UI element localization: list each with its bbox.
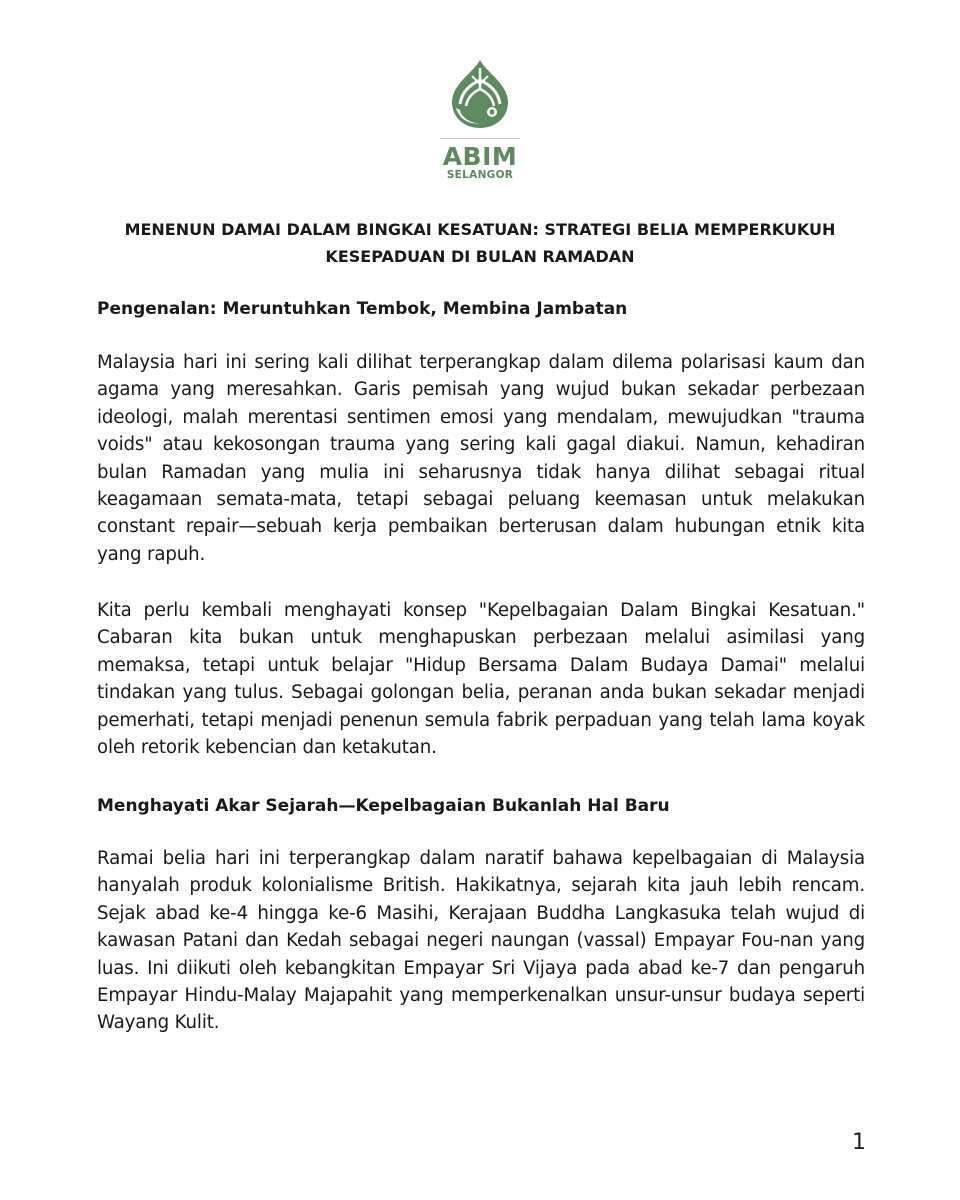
abim-logo — [430, 56, 530, 184]
paragraph-history-1: Ramai belia hari ini terperangkap dalam naratif bahawa kepelbagaian di Malaysia hanyalah produk kolonialisme British. Hakikatnya, sejarah kita jauh lebih rencam. Sejak abad ke-4 hingga ke-6 Masihi, Kerajaan Buddha Langkasuka telah wujud di kawasan Patani dan Kedah sebagai negeri naungan (vassal) Empayar Fou-nan yang luas. Ini diikuti oleh kebangkitan Empayar Sri Vijaya pada abad ke-7 dan pengaruh Empayar Hindu-Malay Majapahit yang memperkenalkan unsur-unsur budaya seperti Wayang Kulit. — [97, 848, 865, 1034]
logo-brand: ABIM — [442, 142, 518, 171]
logo-region: SELANGOR — [446, 169, 514, 181]
page-number: 1 — [852, 1130, 866, 1155]
document-title — [100, 216, 860, 270]
paragraph-intro-2: Kita perlu kembali menghayati konsep "Kepelbagaian Dalam Bingkai Kesatuan." Cabaran kita bukan untuk menghapuskan perbezaan melalui asimilasi yang memaksa, tetapi untuk belajar "Hidup Bersama Dalam Budaya Damai" melalui tindakan yang tulus. Sebagai golongan belia, peranan anda bukan sekadar menjadi pemerhati, tetapi menjadi penenun semula fabrik perpaduan yang telah lama koyak oleh retorik kebencian dan ketakutan. — [97, 600, 865, 759]
logo-tagline — [440, 132, 520, 139]
title-line-1: MENENUN DAMAI DALAM BINGKAI KESATUAN: STRATEGI BELIA MEMPERKUKUH — [124, 220, 836, 239]
section-heading-intro: Pengenalan: Meruntuhkan Tembok, Membina Jambatan — [97, 299, 628, 319]
section-heading-history: Menghayati Akar Sejarah—Kepelbagaian Bukanlah Hal Baru — [97, 796, 670, 816]
leaf-emblem-icon — [430, 56, 530, 132]
title-line-2: KESEPADUAN DI BULAN RAMADAN — [325, 247, 635, 266]
paragraph-intro-1: Malaysia hari ini sering kali dilihat terperangkap dalam dilema polarisasi kaum dan agama yang meresahkan. Garis pemisah yang wujud bukan sekadar perbezaan ideologi, malah merentasi sentimen emosi yang mendalam, mewujudkan "trauma voids" atau kekosongan trauma yang sering kali gagal diakui. Namun, kehadiran bulan Ramadan yang mulia ini seharusnya tidak hanya dilihat sebagai ritual keagamaan semata-mata, tetapi sebagai peluang keemasan untuk melakukan constant repair—sebuah kerja pembaikan berterusan dalam hubungan etnik kita yang rapuh. — [97, 352, 865, 565]
